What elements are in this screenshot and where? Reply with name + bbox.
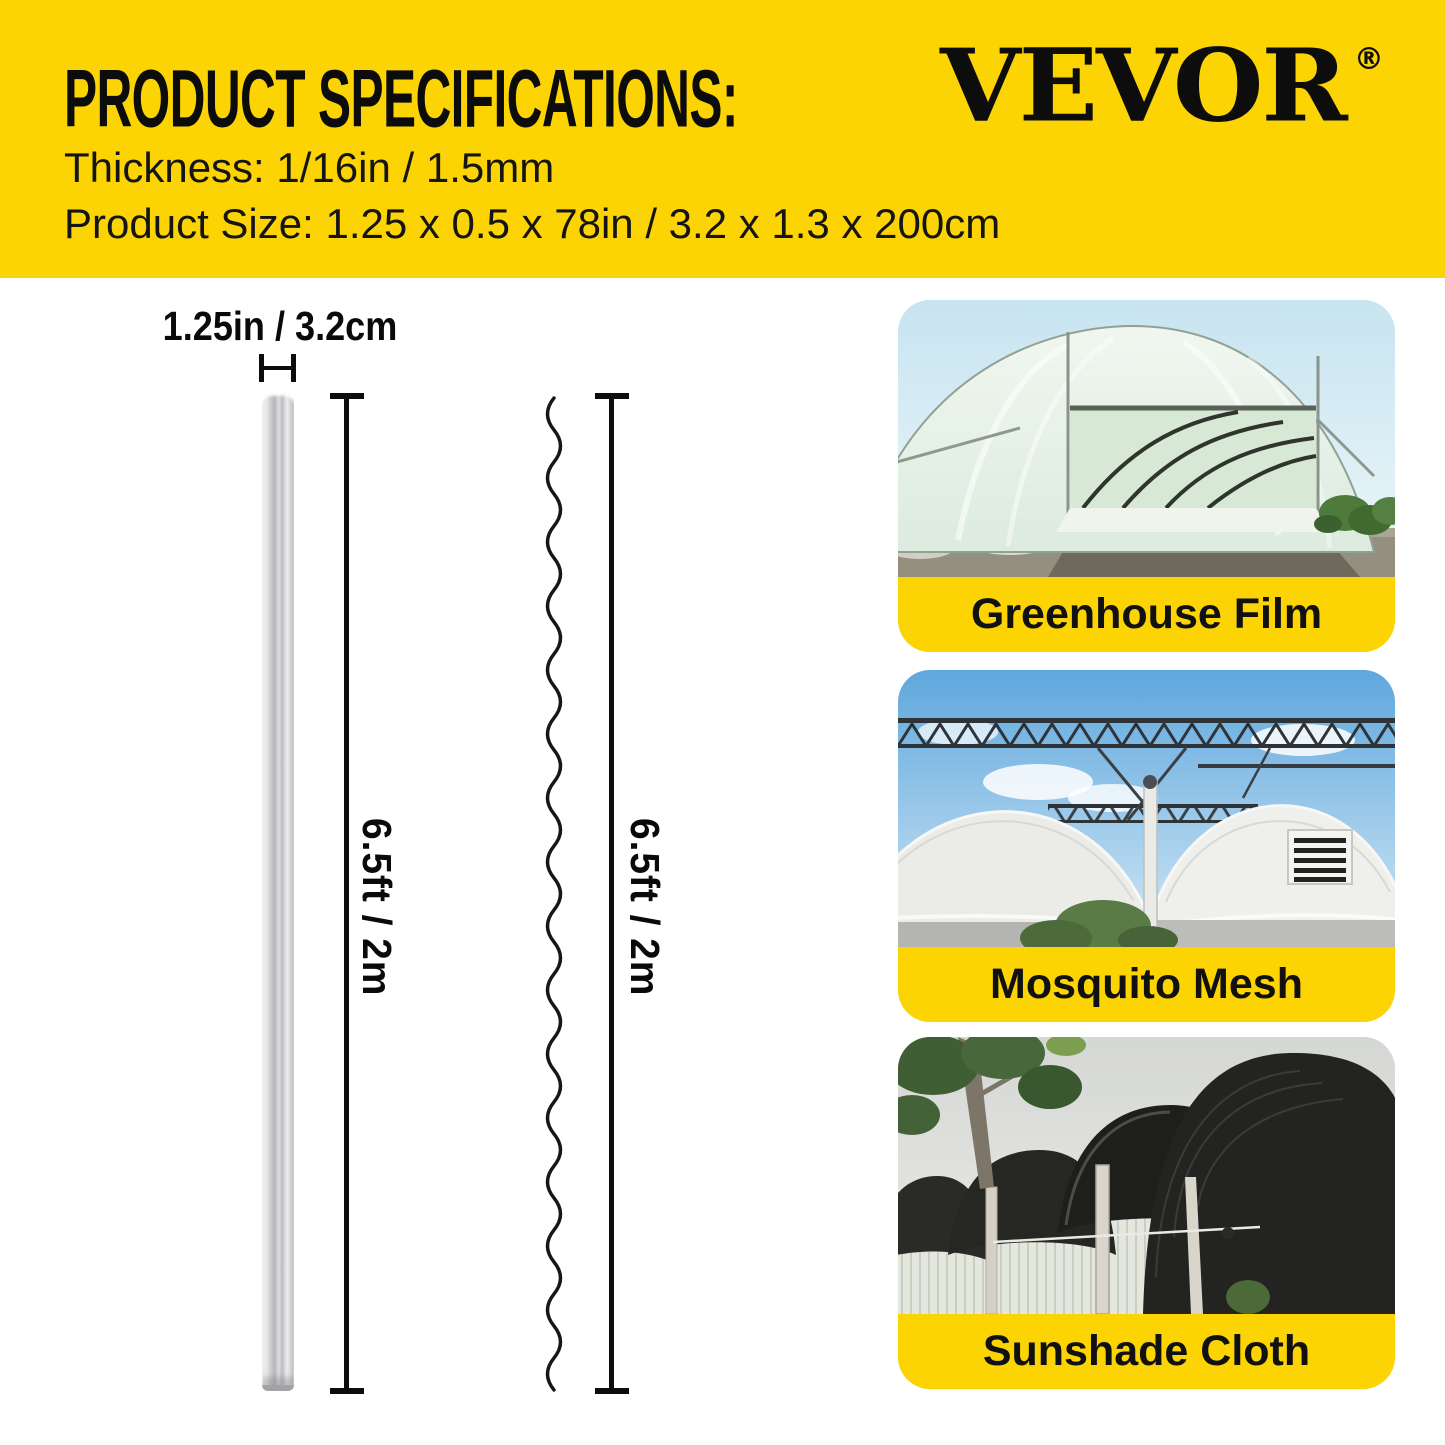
dimension-cap-bottom (595, 1388, 629, 1394)
card-label-band (898, 947, 1395, 1022)
sunshade-cloth-illustration (898, 1037, 1395, 1314)
page-title: PRODUCT SPECIFICATIONS: (64, 53, 738, 144)
lock-channel-bar (262, 393, 294, 1391)
card-label-band (898, 1314, 1395, 1389)
card-label: Greenhouse Film (970, 590, 1323, 638)
dimension-cap-bottom (330, 1388, 364, 1394)
brand-wordmark: VEVOR (940, 26, 1346, 145)
registered-trademark-icon: ® (1353, 42, 1384, 77)
card-label: Mosquito Mesh (990, 960, 1303, 1008)
card-mosquito-mesh (898, 670, 1395, 1022)
header-banner (0, 0, 1445, 278)
mosquito-mesh-illustration (898, 670, 1395, 947)
dimension-line (609, 395, 614, 1391)
greenhouse-film-photo (898, 300, 1395, 577)
brand-logo (940, 26, 1384, 145)
sunshade-cloth-photo (898, 1037, 1395, 1314)
greenhouse-film-illustration (898, 300, 1395, 577)
wire-length-label: 6.5ft / 2m (622, 818, 668, 997)
card-greenhouse-film (898, 300, 1395, 652)
card-label-band (898, 577, 1395, 652)
width-dimension-label: 1.25in / 3.2cm (162, 303, 398, 349)
channel-length-label: 6.5ft / 2m (354, 818, 400, 997)
card-label: Sunshade Cloth (982, 1327, 1311, 1375)
mosquito-mesh-photo (898, 670, 1395, 947)
card-sunshade-cloth (898, 1037, 1395, 1389)
spring-wire-path (548, 398, 561, 1390)
width-marker-crossbar (261, 366, 294, 370)
spec-product-size: Product Size: 1.25 x 0.5 x 78in / 3.2 x 1.3 x 200cm (64, 200, 1001, 247)
spring-wire (536, 394, 572, 1394)
dimension-line (344, 395, 349, 1391)
spec-thickness: Thickness: 1/16in / 1.5mm (64, 144, 555, 191)
